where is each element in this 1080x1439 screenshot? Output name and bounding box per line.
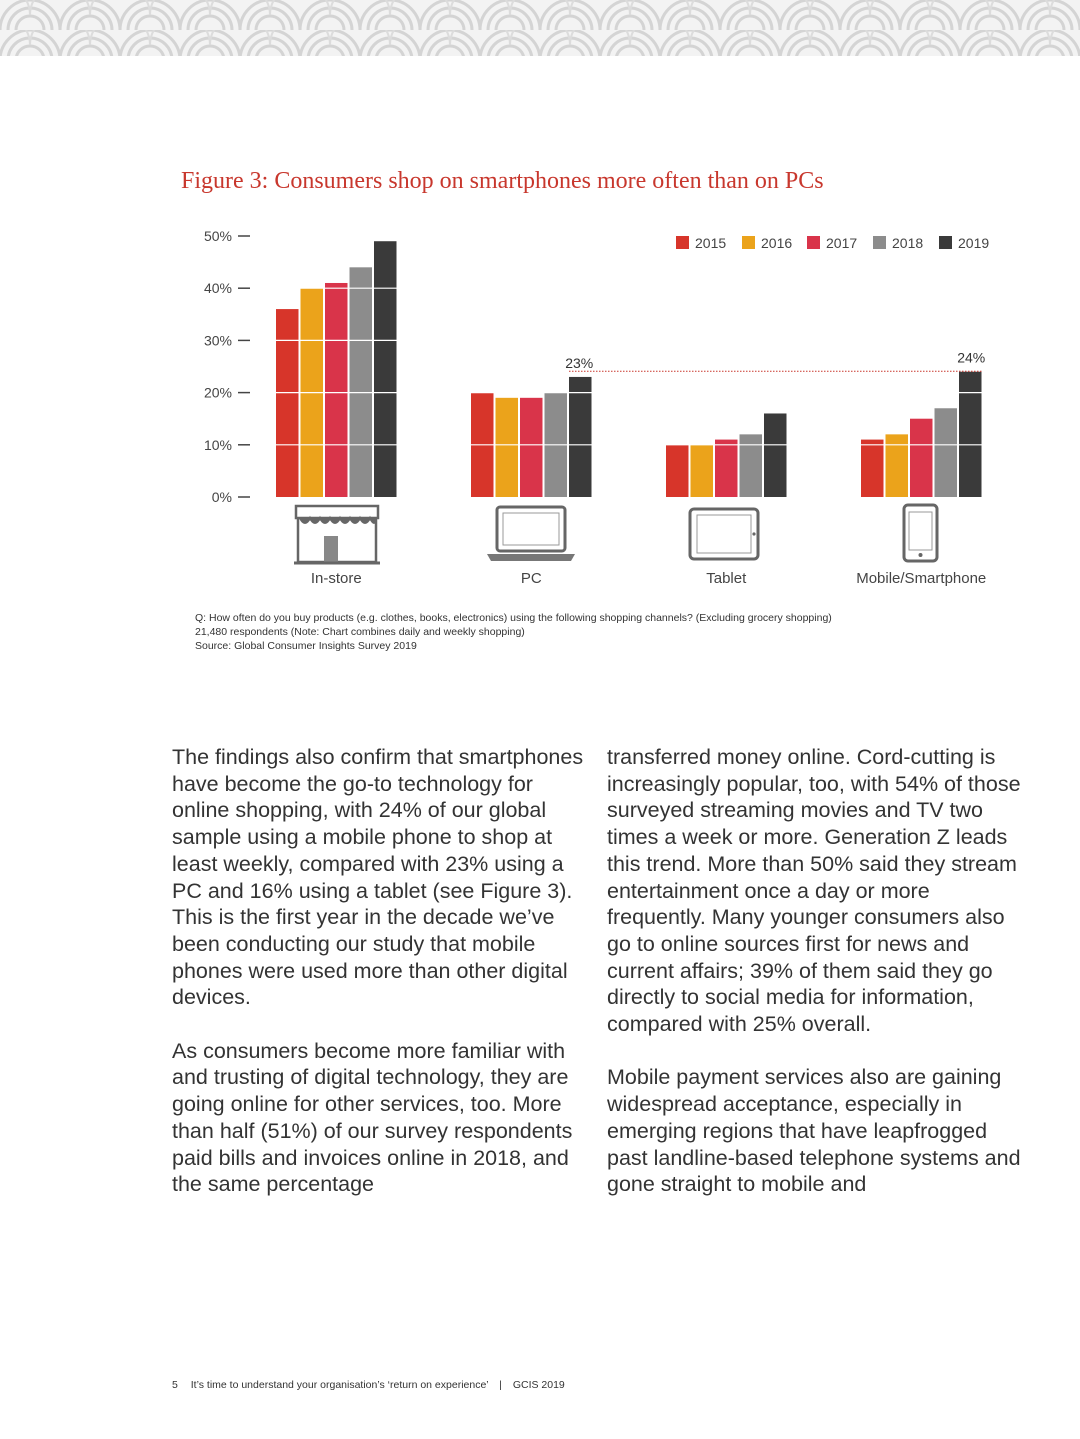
- bar: [350, 267, 373, 497]
- decorative-wave-pattern: [0, 0, 1080, 56]
- y-tick-label: 30%: [203, 332, 232, 349]
- page-footer: [172, 1379, 565, 1391]
- category-label: In-store: [310, 570, 362, 587]
- bar: [861, 440, 884, 497]
- respondents-note: 21,480 respondents (Note: Chart combines daily and weekly shopping): [195, 626, 525, 638]
- category-label: Mobile/Smartphone: [856, 570, 987, 587]
- y-tick-label: 0%: [211, 489, 232, 505]
- legend-label: 2019: [958, 235, 990, 251]
- bar: [910, 419, 933, 497]
- bar: [666, 445, 689, 497]
- data-label: 24%: [957, 349, 986, 366]
- y-tick-label: 20%: [203, 384, 232, 401]
- footer-separator: |: [499, 1379, 502, 1391]
- bar-chart: [0, 215, 1080, 600]
- bar: [740, 434, 763, 497]
- figure-title: Figure 3: Consumers shop on smartphones more often than on PCs: [181, 168, 824, 194]
- bar: [496, 398, 519, 497]
- y-tick-label: 10%: [203, 436, 232, 453]
- laptop-icon: [487, 507, 575, 561]
- legend-swatch: [742, 236, 755, 249]
- paragraph: As consumers become more familiar with and trusting of digital technology, they are going online for other services, too. More than half (51%) of our survey respondents paid bills and invoices online in 2018, and the same percentage: [172, 1038, 573, 1197]
- legend-label: 2016: [761, 235, 793, 251]
- legend-label: 2015: [695, 235, 727, 251]
- body-column-right: [607, 744, 1027, 1225]
- category-labels: [311, 570, 986, 587]
- bar: [691, 445, 714, 497]
- y-tick-label: 40%: [203, 280, 232, 297]
- category-label: PC: [520, 570, 542, 587]
- category-label: Tablet: [706, 570, 747, 587]
- y-tick-label: 50%: [203, 228, 232, 244]
- paragraph: Mobile payment services also are gaining widespread acceptance, especially in emerging regions that have leapfrogged past landline-based telephone systems and gone straight to mobile and: [607, 1065, 1021, 1197]
- bar: [276, 309, 299, 497]
- source-note: Source: Global Consumer Insights Survey 2019: [195, 640, 417, 652]
- y-axis: [204, 228, 250, 505]
- paragraph: transferred money online. Cord-cutting is increasingly popular, too, with 54% of those surveyed streaming movies and TV two times a week or more. Generation Z leads this trend. More than 50% said they stream entertainment once a day or more frequently. Many younger consumers also go to online sources first for news and current affairs; 39% of them said they go directly to social media for information, compared with 25% overall.: [607, 745, 1021, 1037]
- legend-swatch: [807, 236, 820, 249]
- bar: [569, 377, 592, 497]
- legend-swatch: [939, 236, 952, 249]
- bar: [715, 440, 738, 497]
- storefront-icon: [294, 506, 380, 563]
- paragraph: The findings also confirm that smartphones have become the go-to technology for online shopping, with 24% of our global sample using a mobile phone to shop at least weekly, compared with 23% using a PC and 16% using a tablet (see Figure 3). This is the first year in the decade we’ve been conducting our study that mobile phones were used more than other digital devices.: [172, 745, 584, 1010]
- legend-swatch: [676, 236, 689, 249]
- bar: [886, 434, 909, 497]
- bar: [959, 372, 982, 497]
- survey-question: Q: How often do you buy products (e.g. clothes, books, electronics) using the following shopping channels? (Excluding grocery shopping): [195, 612, 832, 624]
- bar: [374, 241, 397, 497]
- annotations: [565, 350, 985, 372]
- legend-label: 2017: [826, 235, 858, 251]
- bar: [935, 408, 958, 497]
- bar: [520, 398, 543, 497]
- smartphone-icon: [904, 505, 937, 561]
- data-label: 23%: [565, 354, 594, 371]
- legend: [676, 235, 989, 251]
- bars: [262, 236, 1000, 497]
- report-name: GCIS 2019: [512, 1379, 565, 1391]
- legend-swatch: [873, 236, 886, 249]
- bar: [325, 283, 348, 497]
- chart-notes: [195, 611, 832, 653]
- tablet-icon: [690, 509, 758, 559]
- page-number: 5: [172, 1379, 178, 1391]
- footer-text: It’s time to understand your organisation’s ‘return on experience’: [190, 1379, 489, 1391]
- bar: [764, 413, 787, 497]
- legend-label: 2018: [892, 235, 924, 251]
- body-column-left: [172, 744, 592, 1225]
